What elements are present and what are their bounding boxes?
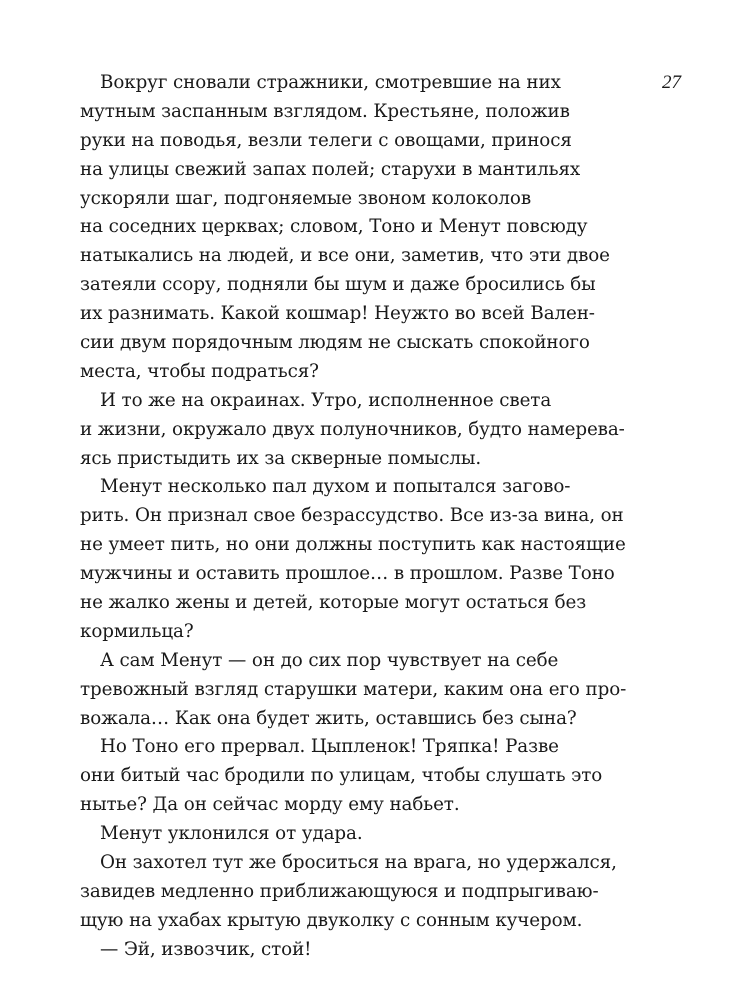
- text-line: затеяли ссору, подняли бы шум и даже бросились бы: [80, 274, 596, 296]
- text-line: нытье? Да он сейчас морду ему набьет.: [80, 794, 460, 816]
- text-line: на улицы свежий запах полей; старухи в мантильях: [80, 158, 581, 180]
- text-line: не умеет пить, но они должны поступить как настоящие: [80, 534, 626, 556]
- text-line: Вокруг сновали стражники, смотревшие на них: [100, 72, 561, 93]
- text-line: руки на поводья, везли телеги с овощами, принося: [80, 129, 572, 151]
- text-line: Менут несколько пал духом и попытался загово-: [100, 476, 571, 498]
- text-line: мужчины и оставить прошлое… в прошлом. Разве Тоно: [80, 563, 615, 585]
- text-line: Менут уклонился от удара.: [100, 823, 363, 845]
- text-line: щую на ухабах крытую двуколку с сонным кучером.: [80, 909, 583, 931]
- body-text: [80, 69, 640, 965]
- text-line: И то же на окраинах. Утро, исполненное света: [100, 389, 552, 411]
- text-line: — Эй, извозчик, стой!: [100, 938, 312, 960]
- text-line: Он захотел тут же броситься на врага, но удержался,: [100, 852, 617, 874]
- text-line: кормильца?: [80, 620, 194, 642]
- text-line: и жизни, окружало двух полуночников, будто намерева-: [80, 418, 625, 440]
- text-line: завидев медленно приближающуюся и подпрыгиваю-: [80, 880, 599, 902]
- text-line: натыкались на людей, и все они, заметив, что эти двое: [80, 245, 610, 267]
- text-line: на соседних церквах; словом, Тоно и Менут повсюду: [80, 216, 588, 238]
- text-line: вожала… Как она будет жить, оставшись без сына?: [80, 707, 577, 729]
- text-line: Но Тоно его прервал. Цыпленок! Тряпка! Разве: [100, 736, 559, 758]
- text-line: не жалко жены и детей, которые могут остаться без: [80, 592, 587, 614]
- text-line: рить. Он признал свое безрассудство. Все из-за вина, он: [80, 505, 624, 527]
- text-line: они битый час бродили по улицам, чтобы слушать это: [80, 765, 603, 787]
- page-number: 27: [662, 72, 681, 93]
- text-line: ускоряли шаг, подгоняемые звоном колоколов: [80, 187, 532, 209]
- text-line: мутным заспанным взглядом. Крестьяне, положив: [80, 100, 570, 122]
- text-line: их разнимать. Какой кошмар! Неужто во всей Вален-: [80, 303, 595, 325]
- text-line: места, чтобы подраться?: [80, 360, 319, 382]
- text-line: тревожный взгляд старушки матери, каким она его про-: [80, 678, 627, 700]
- text-line: сии двум порядочным людям не сыскать спокойного: [80, 332, 590, 354]
- text-line: А сам Менут — он до сих пор чувствует на себе: [100, 649, 559, 671]
- text-line: ясь пристыдить их за скверные помыслы.: [80, 447, 482, 469]
